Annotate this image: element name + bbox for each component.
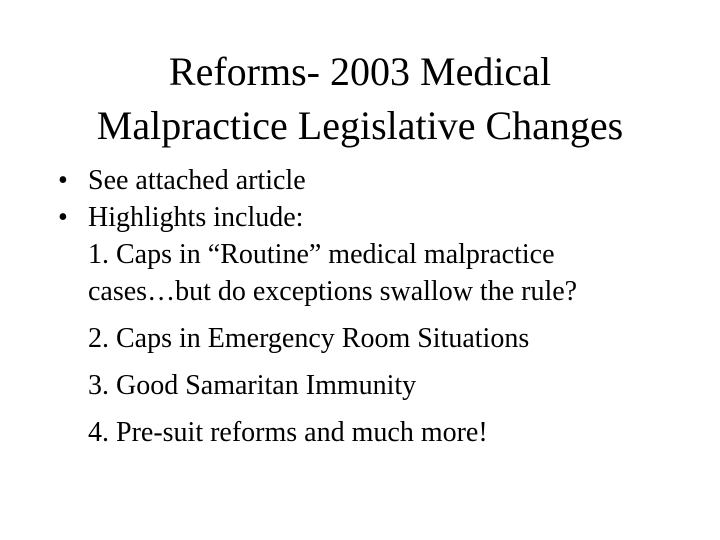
highlight-item-1-line-2: cases…but do exceptions swallow the rule?: [88, 276, 578, 307]
highlight-item-1: [88, 236, 698, 310]
title-line-2: Malpractice Legislative Changes: [96, 103, 624, 148]
bullet-see-attached: [58, 162, 698, 199]
highlight-item-3-text: 3. Good Samaritan Immunity: [88, 370, 417, 401]
highlights-list: [58, 236, 698, 451]
slide-body: [58, 162, 698, 451]
highlight-item-2-text: 2. Caps in Emergency Room Situations: [88, 323, 530, 354]
highlight-item-2: [88, 320, 698, 357]
highlight-item-4: [88, 414, 698, 451]
bullet-highlights: [58, 199, 698, 236]
bullet-dot-icon: •: [58, 165, 68, 196]
bullet-text: Highlights include:: [88, 202, 304, 233]
highlight-item-4-text: 4. Pre-suit reforms and much more!: [88, 417, 488, 448]
title-line-1: Reforms- 2003 Medical: [168, 49, 552, 94]
highlight-item-1-line-1: 1. Caps in “Routine” medical malpractice: [88, 239, 555, 270]
bullet-dot-icon: •: [58, 202, 68, 233]
slide-title: [0, 45, 720, 153]
bullet-text: See attached article: [88, 165, 306, 196]
highlight-item-3: [88, 367, 698, 404]
